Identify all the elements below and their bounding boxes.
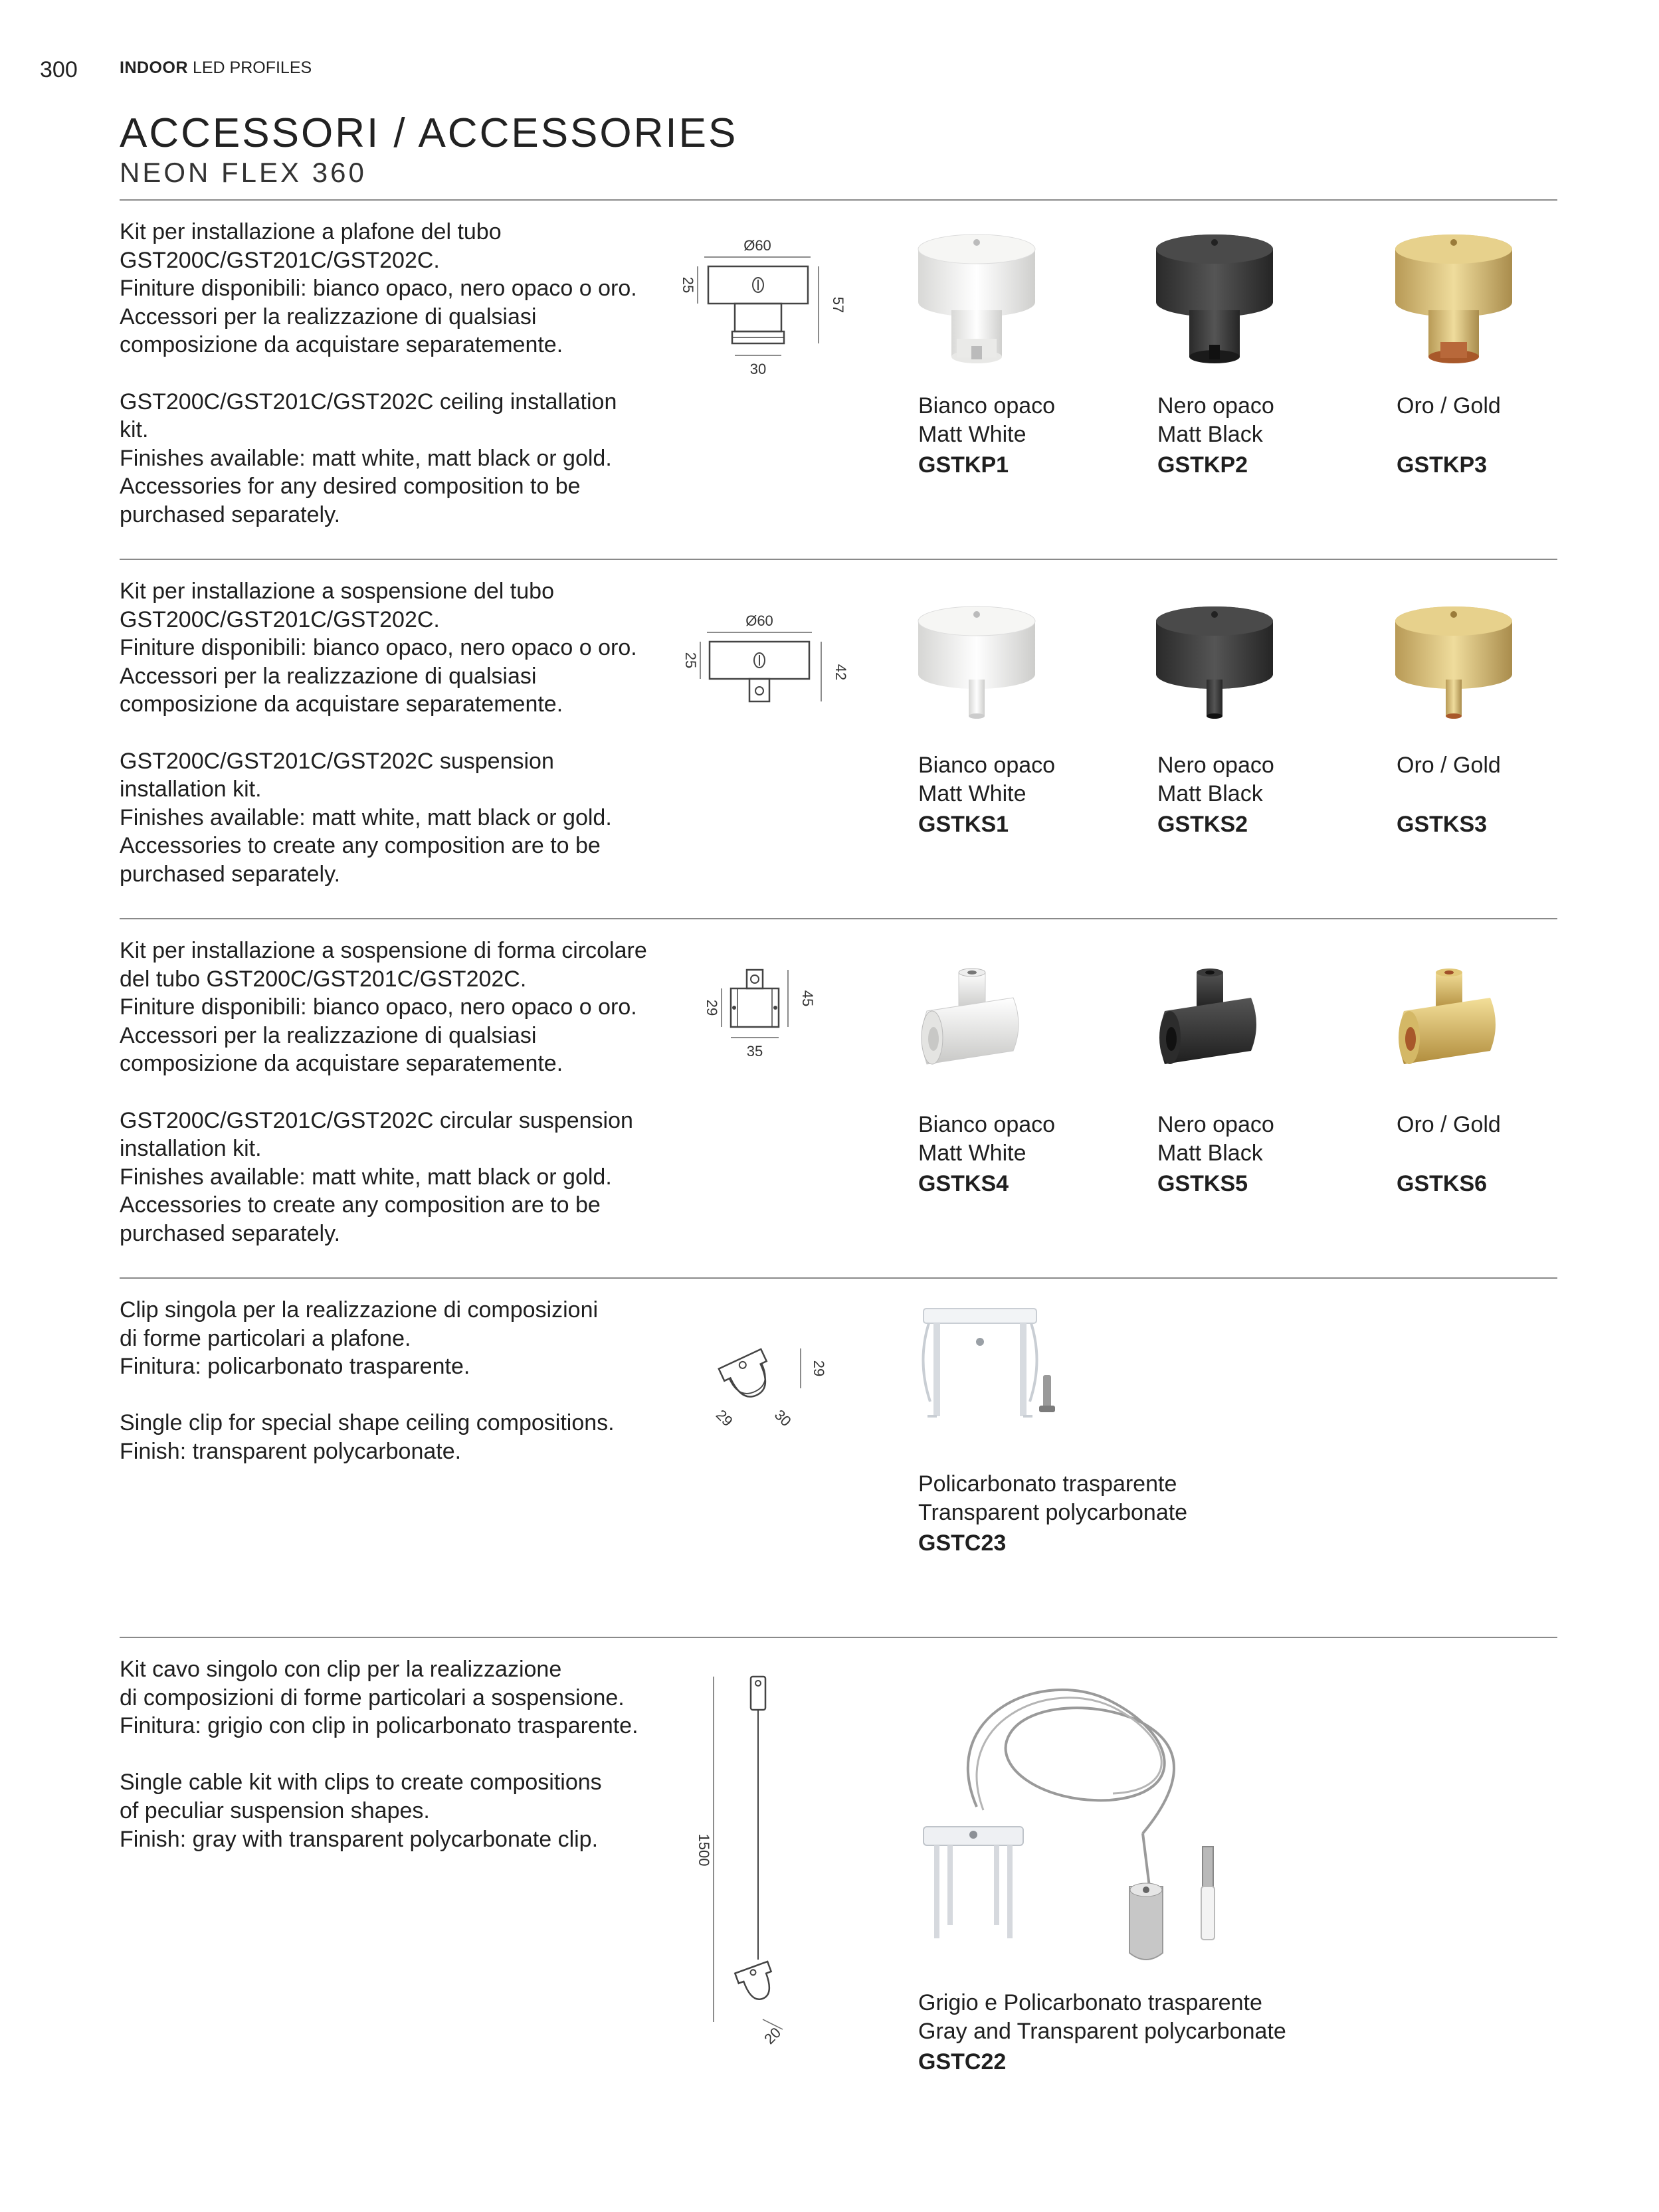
section-label [120,58,312,78]
desc-line: Finish: transparent polycarbonate. [120,1438,462,1464]
transparent-clip-icon [910,1302,1076,1455]
variant-code: GSTKS1 [918,812,1009,838]
desc-line: Finish: gray with transparent polycarbonate clip. [120,1826,599,1852]
divider [120,1277,1557,1279]
desc-line: Single clip for special shape ceiling compositions. [120,1410,615,1436]
variant-name-it: Oro / Gold [1397,1112,1501,1137]
variant [1397,751,1501,839]
dim-height: 29 [704,999,720,1016]
divider [120,199,1557,201]
desc-line: GST200C/GST201C/GST202C ceiling installation kit. [120,389,617,443]
variant [1157,392,1274,480]
variant-code: GSTKS3 [1397,812,1488,838]
page-title: ACCESSORI / ACCESSORIES [120,110,738,156]
product-description [120,1296,651,1466]
dim-width: 30 [749,361,767,377]
desc-line: composizione da acquistare separatemente. [120,332,563,358]
desc-line: installation kit. [120,777,262,802]
product-description [120,937,651,1248]
desc-line: Single cable kit with clips to create compositions [120,1770,602,1796]
variant [1397,392,1501,480]
desc-line: GST200C/GST201C/GST202C. [120,606,440,632]
desc-line: di composizioni di forme particolari a sospensione. [120,1685,625,1710]
desc-line: purchased separately. [120,1220,341,1246]
technical-drawing-circular-kit [684,963,830,1083]
desc-line: Finishes available: matt white, matt black or gold. [120,445,612,471]
tee-connector-gold-icon [1391,965,1510,1084]
section-label-rest: LED PROFILES [192,58,312,77]
variant-name-it: Bianco opaco [918,393,1056,418]
dim-height-top: 25 [680,276,696,294]
variant-name-it: Oro / Gold [1397,393,1501,418]
desc-line: Finitura: policarbonato trasparente. [120,1354,470,1380]
product-description [120,1655,651,1853]
desc-line: Accessori per la realizzazione di qualsiasi [120,304,537,329]
desc-line: di forme particolari a plafone. [120,1325,411,1351]
variant-name-en [1397,1139,1501,1168]
dim-width: 20 [761,2024,785,2048]
technical-drawing-cable-kit [691,1667,824,2053]
dim-width: 35 [746,1043,763,1060]
desc-line: Finitura: grigio con clip in policarbonato trasparente. [120,1713,638,1739]
ceiling-mount-gold-icon [1387,229,1520,382]
desc-line: of peculiar suspension shapes. [120,1797,430,1823]
page-subtitle: NEON FLEX 360 [120,157,367,188]
suspension-mount-white-icon [910,601,1043,734]
variant-name-it: Nero opaco [1157,753,1274,778]
tee-connector-white-icon [914,965,1033,1084]
desc-line: purchased separately. [120,861,341,887]
variant-code: GSTKS5 [1157,1171,1248,1197]
page-number: 300 [40,57,78,82]
desc-line: Accessori per la realizzazione di qualsiasi [120,663,537,689]
technical-drawing-clip [701,1329,834,1448]
desc-line: Accessories to create any composition are to be [120,1192,601,1218]
tee-connector-black-icon [1151,965,1271,1084]
dim-height-total: 57 [830,296,846,314]
variant [918,1111,1055,1198]
desc-line: installation kit. [120,1136,262,1162]
variant-name-en: Gray and Transparent polycarbonate [918,2018,1286,2044]
desc-line: del tubo GST200C/GST201C/GST202C. [120,966,527,992]
suspension-mount-gold-icon [1387,601,1520,734]
variant [918,1470,1187,1558]
desc-line: Accessories to create any composition are to be [120,833,601,859]
desc-line: Accessori per la realizzazione di qualsiasi [120,1022,537,1048]
variant-name-en [1397,420,1501,449]
dim-length: 1500 [696,1833,712,1867]
desc-line: Kit per installazione a plafone del tubo [120,219,502,244]
dim-diameter: Ø60 [745,612,773,629]
dim-depth: 29 [712,1406,736,1430]
variant-name-it: Bianco opaco [918,753,1056,778]
variant [1157,751,1274,839]
variant [918,392,1055,480]
variant-code: GSTC22 [918,2049,1007,2075]
ceiling-mount-white-icon [910,229,1043,382]
suspension-mount-black-icon [1148,601,1281,734]
cable-kit-icon [910,1661,1256,1973]
desc-line: composizione da acquistare separatemente. [120,691,563,717]
desc-line: GST200C/GST201C/GST202C. [120,247,440,273]
variant-name-en: Matt Black [1157,1140,1263,1166]
desc-line: Finiture disponibili: bianco opaco, nero opaco o oro. [120,635,637,661]
variant-code: GSTKP2 [1157,452,1248,478]
dim-height-top: 25 [682,652,699,669]
variant-name-it: Bianco opaco [918,1112,1056,1137]
desc-line: Kit per installazione a sospensione di forma circolare [120,938,647,963]
desc-line: Finishes available: matt white, matt black or gold. [120,804,612,830]
variant-code: GSTKP3 [1397,452,1488,478]
desc-line: composizione da acquistare separatemente. [120,1051,563,1077]
variant-name-en: Matt Black [1157,781,1263,806]
variant-code: GSTC23 [918,1530,1007,1556]
variant-name-it: Policarbonato trasparente [918,1471,1177,1497]
desc-line: Kit per installazione a sospensione del tubo [120,579,554,604]
variant-name-en: Matt White [918,781,1026,806]
variant-name-en: Matt White [918,421,1026,447]
dim-height-total: 42 [832,664,849,681]
divider [120,1637,1557,1638]
desc-line: GST200C/GST201C/GST202C suspension [120,748,554,774]
variant-name-en: Matt Black [1157,421,1263,447]
dim-width: 30 [771,1406,795,1430]
variant-name-it: Grigio e Policarbonato trasparente [918,1990,1262,2015]
variant-code: GSTKP1 [918,452,1009,478]
product-description [120,577,651,889]
desc-line: GST200C/GST201C/GST202C circular suspension [120,1107,633,1133]
variant [918,751,1055,839]
variant-name-en: Matt White [918,1140,1026,1166]
desc-line: Finishes available: matt white, matt black or gold. [120,1164,612,1190]
dim-height-total: 45 [799,990,816,1007]
variant-name-en [1397,780,1501,808]
variant-name-it: Nero opaco [1157,1112,1274,1137]
divider [120,918,1557,919]
desc-line: Kit cavo singolo con clip per la realizzazione [120,1657,562,1682]
ceiling-mount-black-icon [1148,229,1281,382]
desc-line: purchased separately. [120,502,341,527]
variant [918,1989,1286,2076]
desc-line: Finiture disponibili: bianco opaco, nero opaco o oro. [120,994,637,1020]
variant-code: GSTKS2 [1157,812,1248,838]
technical-drawing-suspension-kit [671,611,849,724]
variant-code: GSTKS6 [1397,1171,1488,1197]
variant [1157,1111,1274,1198]
dim-height: 29 [811,1360,827,1377]
variant [1397,1111,1501,1198]
product-description [120,218,651,529]
technical-drawing-ceiling-kit [671,236,844,395]
variant-name-en: Transparent polycarbonate [918,1499,1188,1525]
desc-line: Finiture disponibili: bianco opaco, nero opaco o oro. [120,276,637,302]
variant-name-it: Oro / Gold [1397,753,1501,778]
variant-code: GSTKS4 [918,1171,1009,1197]
desc-line: Accessories for any desired composition to be [120,474,581,500]
section-label-bold: INDOOR [120,58,188,77]
variant-name-it: Nero opaco [1157,393,1274,418]
dim-diameter: Ø60 [743,237,771,254]
divider [120,559,1557,560]
desc-line: Clip singola per la realizzazione di composizioni [120,1297,599,1323]
